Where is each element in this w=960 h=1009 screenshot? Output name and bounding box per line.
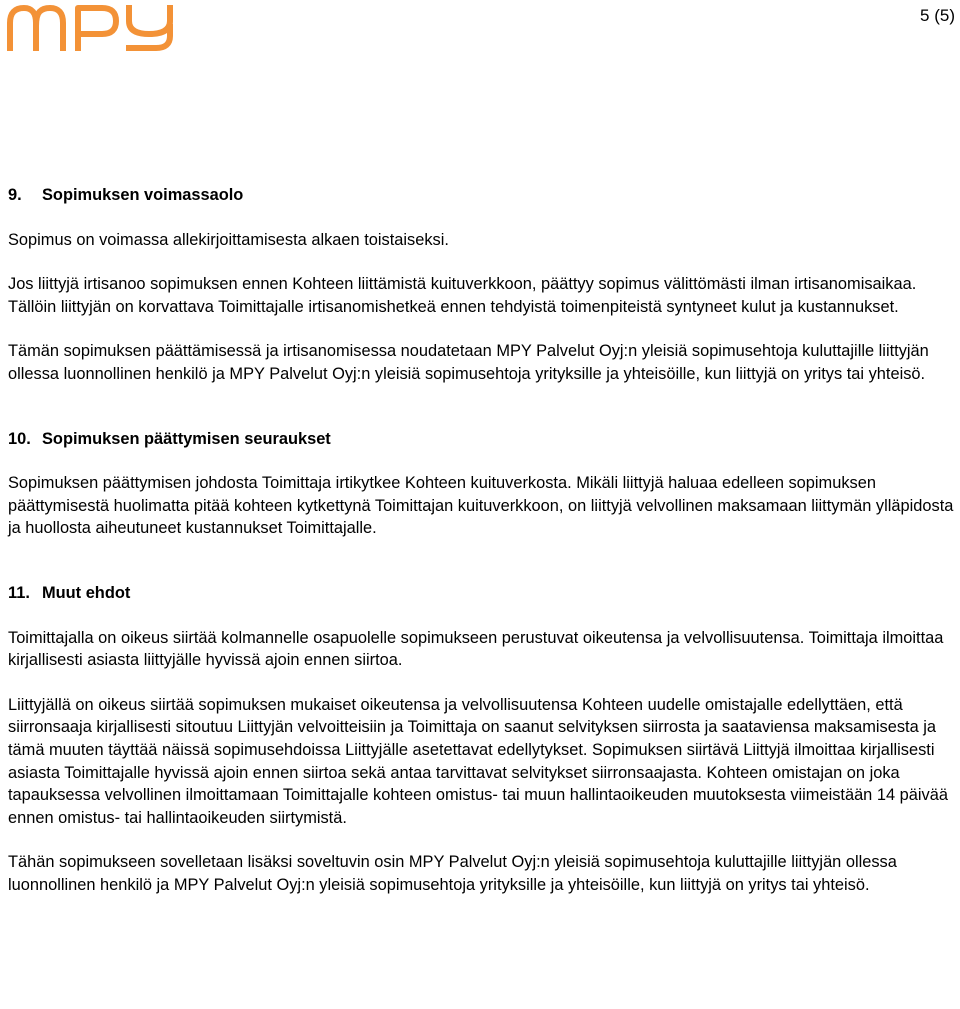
paragraph: Tähän sopimukseen sovelletaan lisäksi soveltuvin osin MPY Palvelut Oyj:n yleisiä sopimusehtoja kuluttajille liittyjän ollessa luonnollinen henkilö ja MPY Palvelut Oyj:n yleisiä sopimusehtoja yrityksille ja yhteisöille, kun liittyjä on yritys tai yhteisö. [8,853,897,894]
section-heading: 9. Sopimuksen voimassaolo [8,186,244,204]
paragraph: Jos liittyjä irtisanoo sopimuksen ennen Kohteen liittämistä kuituverkkoon, päättyy sopimus välittömästi ilman irtisanomisaikaa. Tällöin liittyjän on korvattava Toimittajalle irtisanomishetkeä ennen tehdyistä toimenpiteistä syntyneet kulut ja kustannukset. [8,275,917,316]
section-heading: 11. Muut ehdot [8,583,131,602]
mpy-logo [6,3,176,51]
paragraph: Toimittajalla on oikeus siirtää kolmannelle osapuolelle sopimukseen perustuvat oikeutensa ja velvollisuutensa. Toimittaja ilmoittaa kirjallisesti asiasta liittyjälle hyvissä ajoin ennen siirtoa. [8,628,944,670]
paragraph: Liittyjällä on oikeus siirtää sopimuksen mukaiset oikeutensa ja velvollisuutensa Kohteen uudelle omistajalle edellyttäen, että siirronsaaja kirjallisesti sitoutuu Liittyjän velvoitteisiin ja Toimittaja on saanut selvityksen siirrosta ja saataviensa maksamisesta ja tämä muuten täyttää näissä sopimusehdoissa Liittyjälle asetettavat edellytykset. Sopimuksen siirtävä Liittyjä ilmoittaa kirjallisesti asiasta Toimittajalle hyvissä ajoin ennen siirtoa sekä antaa tarvittavat selvitykset siirronsaajasta. Kohteen omistajan on joka tapauksessa velvollinen ilmoittamaan Toimittajalle kohteen omistus- tai muun hallintaoikeuden muutoksesta viimeistään 14 päivää ennen omistus- tai hallintaoikeuden siirtymistä. [8,695,948,827]
paragraph: Sopimus on voimassa allekirjoittamisesta alkaen toistaiseksi. [8,230,449,249]
paragraph: Sopimuksen päättymisen johdosta Toimittaja irtikytkee Kohteen kuituverkosta. Mikäli liittyjä haluaa edelleen sopimuksen päättymisestä huolimatta pitää kohteen kytkettynä Toimittajan kuituverkkoon, on liittyjä velvollinen maksamaan liittymän ylläpidosta ja huollosta aiheutuneet kustannukset Toimittajalle. [8,474,954,538]
paragraph: Tämän sopimuksen päättämisessä ja irtisanomisessa noudatetaan MPY Palvelut Oyj:n yleisiä sopimusehtoja kuluttajille liittyjän ollessa luonnollinen henkilö ja MPY Palvelut Oyj:n yleisiä sopimusehtoja yrityksille ja yhteisöille, kun liittyjä on yritys tai yhteisö. [8,342,929,383]
document-body [8,184,954,896]
page-number: 5 (5) [920,6,955,25]
section-heading: 10. Sopimuksen päättymisen seuraukset [8,429,331,448]
